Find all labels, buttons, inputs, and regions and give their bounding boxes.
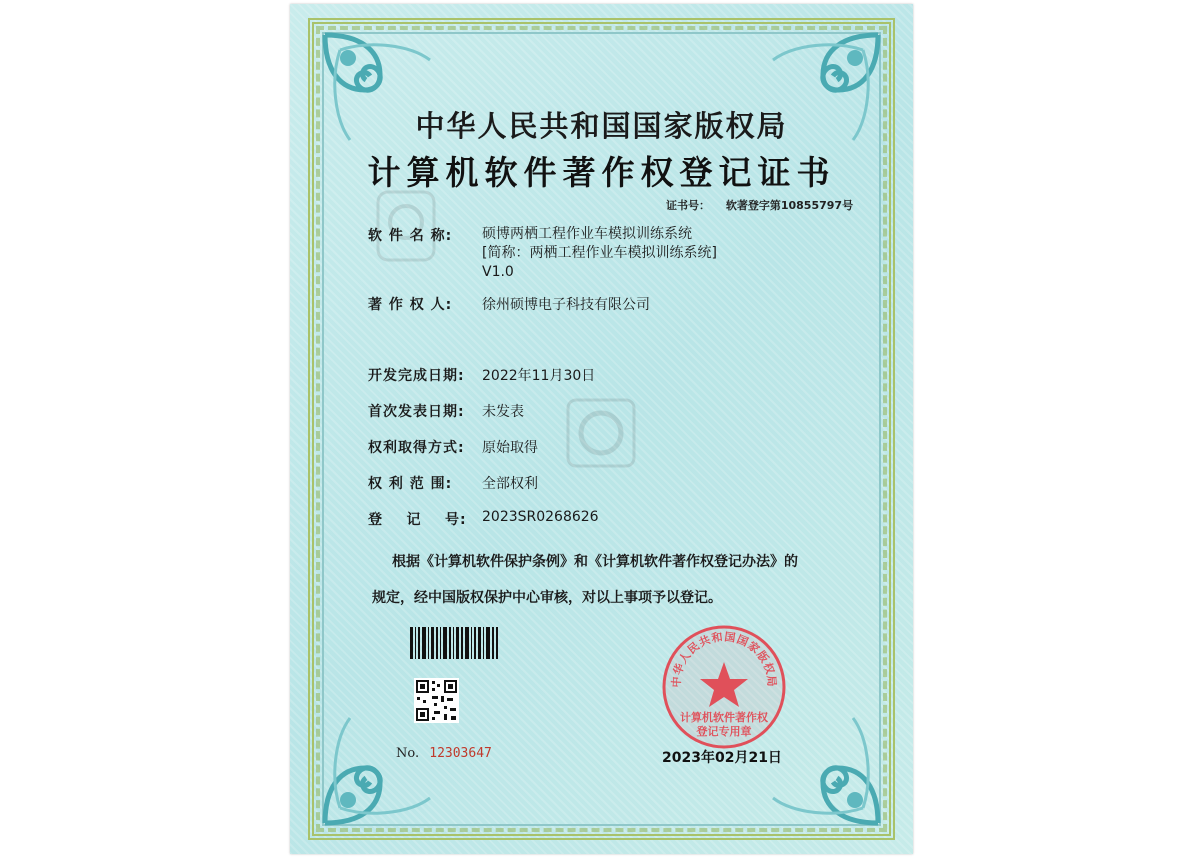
copyright-watermark-icon	[566, 398, 636, 468]
field-label: 权 利 范 围:	[368, 476, 453, 492]
field-value: 原始取得	[482, 440, 538, 456]
seal-text-line: 登记专用章	[696, 725, 752, 738]
statement-line: 根据《计算机软件保护条例》和《计算机软件著作权登记办法》的	[392, 554, 798, 570]
field-label: 首次发表日期:	[368, 404, 465, 420]
field-value: 未发表	[482, 404, 524, 420]
certificate-number	[666, 197, 853, 213]
serial-value: 12303647	[429, 746, 492, 761]
field-label: 著 作 权 人:	[368, 297, 453, 313]
field-label: 登 记 号:	[368, 512, 467, 528]
certificate-number-value: 软著登字第10855797号	[725, 199, 854, 212]
corner-ornament-icon	[320, 708, 440, 828]
software-name-line: 硕博两栖工程作业车模拟训练系统	[482, 226, 692, 242]
field-value	[482, 225, 717, 282]
statement-line: 规定，经中国版权保护中心审核，对以上事项予以登记。	[372, 590, 722, 606]
issuer-title: 中华人民共和国国家版权局	[415, 109, 788, 143]
field-value: 2023SR0268626	[482, 509, 599, 525]
certificate-title: 计算机软件著作权登记证书	[367, 153, 836, 192]
seal-text-line: 计算机软件著作权	[680, 711, 768, 724]
certificate	[290, 4, 913, 854]
serial-label: No.	[396, 746, 420, 761]
software-name-line: V1.0	[482, 264, 514, 280]
field-value: 全部权利	[482, 476, 538, 492]
field-label: 软 件 名 称:	[368, 228, 453, 244]
seal-arc-text: 中华人民共和国国家版权局	[669, 630, 779, 688]
serial-number	[396, 746, 492, 761]
field-value: 2022年11月30日	[482, 368, 596, 384]
official-seal	[659, 622, 789, 752]
certificate-number-label: 证书号：	[666, 199, 710, 212]
software-name-line: [简称：两栖工程作业车模拟训练系统]	[482, 245, 717, 261]
field-label: 权利取得方式:	[368, 440, 465, 456]
barcode	[410, 627, 498, 659]
qr-code	[414, 678, 459, 723]
field-value: 徐州硕博电子科技有限公司	[482, 297, 650, 313]
issue-date: 2023年02月21日	[662, 750, 782, 766]
field-label: 开发完成日期:	[368, 368, 465, 384]
